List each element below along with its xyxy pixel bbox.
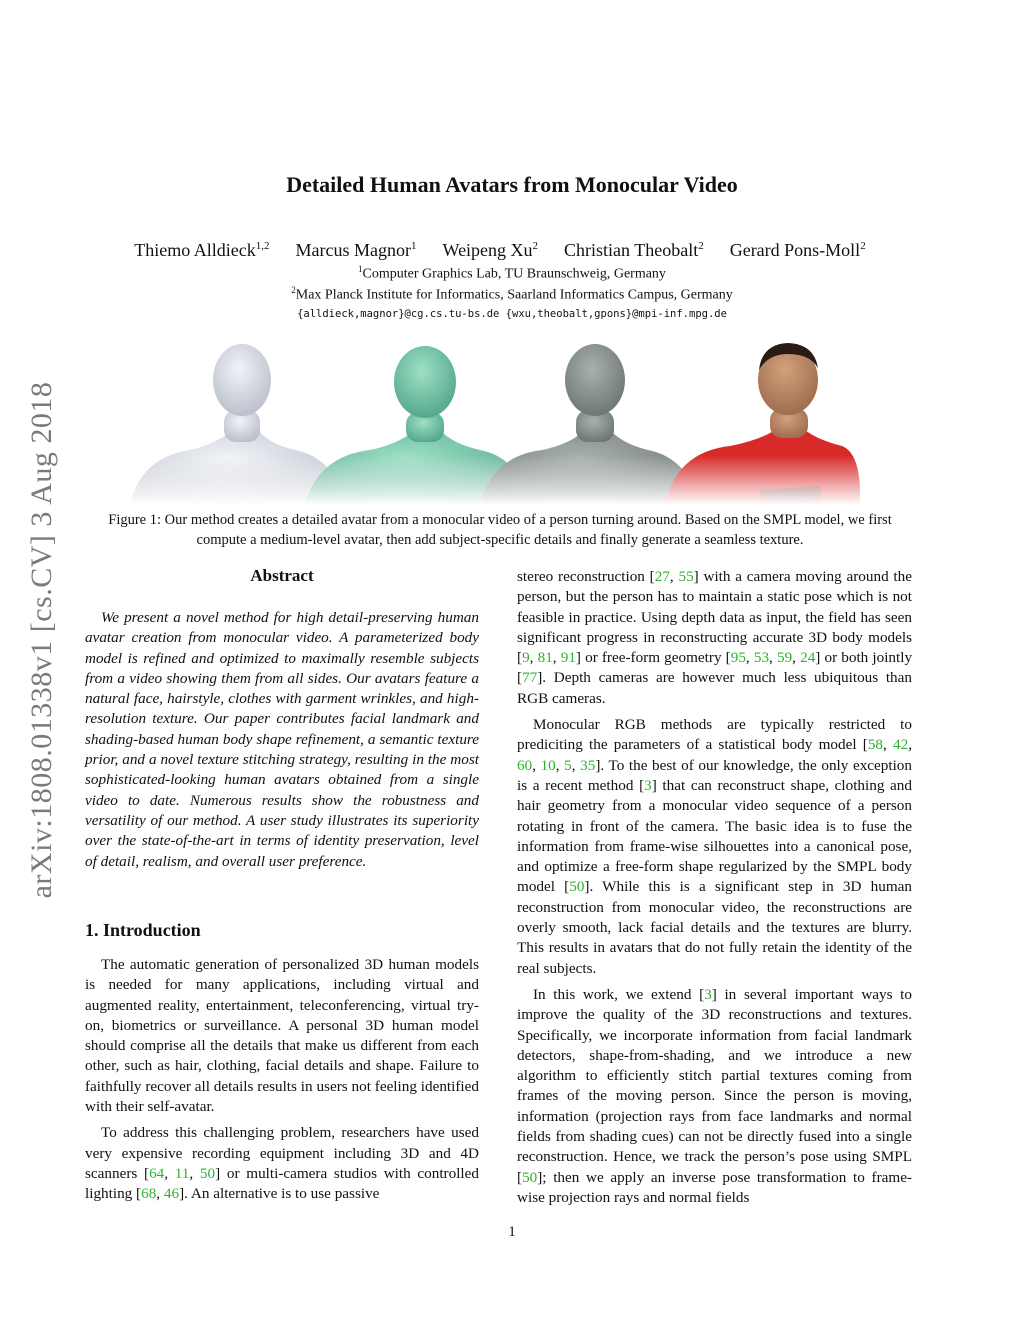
citation-link[interactable]: 5 <box>564 756 572 774</box>
citation-link[interactable]: 3 <box>704 985 712 1003</box>
citation-link[interactable]: 35 <box>580 756 596 774</box>
paragraph: stereo reconstruction [27, 55] with a camera moving around the person, but the person has to maintain a static pose which is not feasible in practice. Using depth data as input, the field has seen significant progress in reconstructing accurate 3D body models [9, 81, 91] or free-form geometry [95, 53, 59, 24] or both jointly [77]. Depth cameras are however much less ubiquitous than RGB cameras. <box>517 568 913 707</box>
citation-link[interactable]: 53 <box>753 649 770 667</box>
author: Thiemo Alldieck$^{1,2}$ <box>134 240 270 260</box>
paragraph: Monocular RGB methods are typically restricted to prediciting the parameters of a statistical body model [58, 42, 60, 10, 5, 35]. To the best of our knowledge, the only exception is a recent method [3] that can reconstruct shape, clothing and hair geometry from a monocular video sequence of a person rotating in front of the camera. The basic idea is to fuse the information from frame-wise silhouettes into a canonical pose, and optimize a free-form shape regularized by the SMPL body model [50]. While this is a significant step in 3D human reconstruction from monocular video, the reconstructions are overly smooth, lack facial details and the textures are blurry. This results in avatars that do not fully retain the identity of the real subjects. <box>517 716 912 977</box>
citation-link[interactable]: 58 <box>867 736 883 754</box>
author-list <box>80 240 920 261</box>
abstract-text: We present a novel method for high detail-preserving human avatar creation from monocular video. A parameterized body model is refined and optimized to maximally resemble subjects from a video showing them from all sides. Our avatars feature a natural face, hairstyle, clothes with garment wrinkles, and high-resolution texture. Our paper contributes facial landmark and shading-based human body shape refinement, a semantic texture prior, and a novel texture stitching strategy, resulting in the most sophisticated-looking human avatars obtained from a single video to date. Numerous results show the robustness and versatility of our method. A user study illustrates its superiority over the state-of-the-art in terms of identity preservation, level of detail, realism, and overall user preference. <box>85 609 479 870</box>
paragraph: To address this challenging problem, researchers have used very expensive recording equipment including 3D and 4D scanners [64, 11, 50] or multi-camera studios with controlled lighting [68, 46]. An alternative is to use passive <box>85 1124 479 1203</box>
figure-avatars <box>120 340 860 505</box>
intro-right-column <box>517 567 912 1208</box>
citation-link[interactable]: 91 <box>560 649 576 667</box>
citation-link[interactable]: 77 <box>522 669 538 687</box>
arxiv-id: arXiv:1808.01338v1 [cs.CV] 3 Aug 2018 <box>25 381 58 899</box>
page-number: 1 <box>508 1224 516 1240</box>
citation-link[interactable]: 81 <box>537 649 553 667</box>
citation-link[interactable]: 64 <box>149 1164 165 1182</box>
citation-link[interactable]: 10 <box>540 756 556 774</box>
citation-link[interactable]: 59 <box>776 649 793 667</box>
author: Weipeng Xu$^2$ <box>442 240 539 260</box>
citation-link[interactable]: 3 <box>644 776 652 794</box>
arxiv-stamp <box>12 350 72 930</box>
paragraph: In this work, we extend [3] in several important ways to improve the quality of the 3D reconstructions and textures. Specifically, we incorporate information from facial landmark detectors, shape-from-shading, and we introduce a new algorithm to efficiently stitch partial textures coming from frames of the moving person. Since the person is moving, information (projection rays from face landmarks and normal fields from shading cues) can not be directly fused into a single reconstruction. Hence, we track the person’s pose using SMPL [50]; then we apply an inverse pose transformation to frame-wise projection rays and normal fields <box>517 985 912 1206</box>
figure-caption: Figure 1: Our method creates a detailed avatar from a monocular video of a person turning around. Based on the SMPL model, we first compute a medium-level avatar, then add subject-specific details and finally generate a seamless texture. <box>108 512 892 548</box>
citation-link[interactable]: 50 <box>199 1164 216 1182</box>
paragraph: The automatic generation of personalized 3D human models is needed for many applications, including virtual and augmented reality, entertainment, teleconferencing, virtual try-on, biometrics or surveillance. A personal 3D human model should comprise all the details that make us different from each other, such as hair, clothing, facial details and shape. Failure to faithfully recover all details results in users not feeling identified with their self-avatar. <box>85 956 479 1116</box>
citation-link[interactable]: 24 <box>800 649 816 667</box>
section-heading-introduction: 1. Introduction <box>85 920 201 940</box>
intro-left-column <box>85 955 479 1205</box>
citation-link[interactable]: 50 <box>522 1168 538 1186</box>
citation-link[interactable]: 95 <box>730 649 746 667</box>
citation-link[interactable]: 60 <box>517 756 533 774</box>
citation-link[interactable]: 68 <box>141 1185 157 1203</box>
citation-link[interactable]: 42 <box>893 736 909 754</box>
affiliation-2: $^2$Max Planck Institute for Informatics, Saarland Informatics Campus, Germany <box>291 285 733 303</box>
citation-link[interactable]: 50 <box>569 878 585 896</box>
author: Christian Theobalt$^2$ <box>564 240 704 260</box>
author-emails: {alldieck,magnor}@cg.cs.tu-bs.de {wxu,theobalt,gpons}@mpi-inf.mpg.de <box>297 308 727 320</box>
citation-link[interactable]: 55 <box>678 568 694 585</box>
abstract-body <box>85 608 479 872</box>
citation-link[interactable]: 11 <box>174 1164 190 1182</box>
citation-link[interactable]: 9 <box>522 649 530 667</box>
paper-title: Detailed Human Avatars from Monocular Video <box>286 172 738 197</box>
affiliation-1: $^1$Computer Graphics Lab, TU Braunschweig, Germany <box>358 264 666 282</box>
author: Marcus Magnor$^1$ <box>295 240 417 260</box>
abstract-heading: Abstract <box>250 566 314 585</box>
citation-link[interactable]: 27 <box>654 568 670 585</box>
citation-link[interactable]: 46 <box>163 1185 180 1203</box>
author: Gerard Pons-Moll$^2$ <box>729 240 866 260</box>
